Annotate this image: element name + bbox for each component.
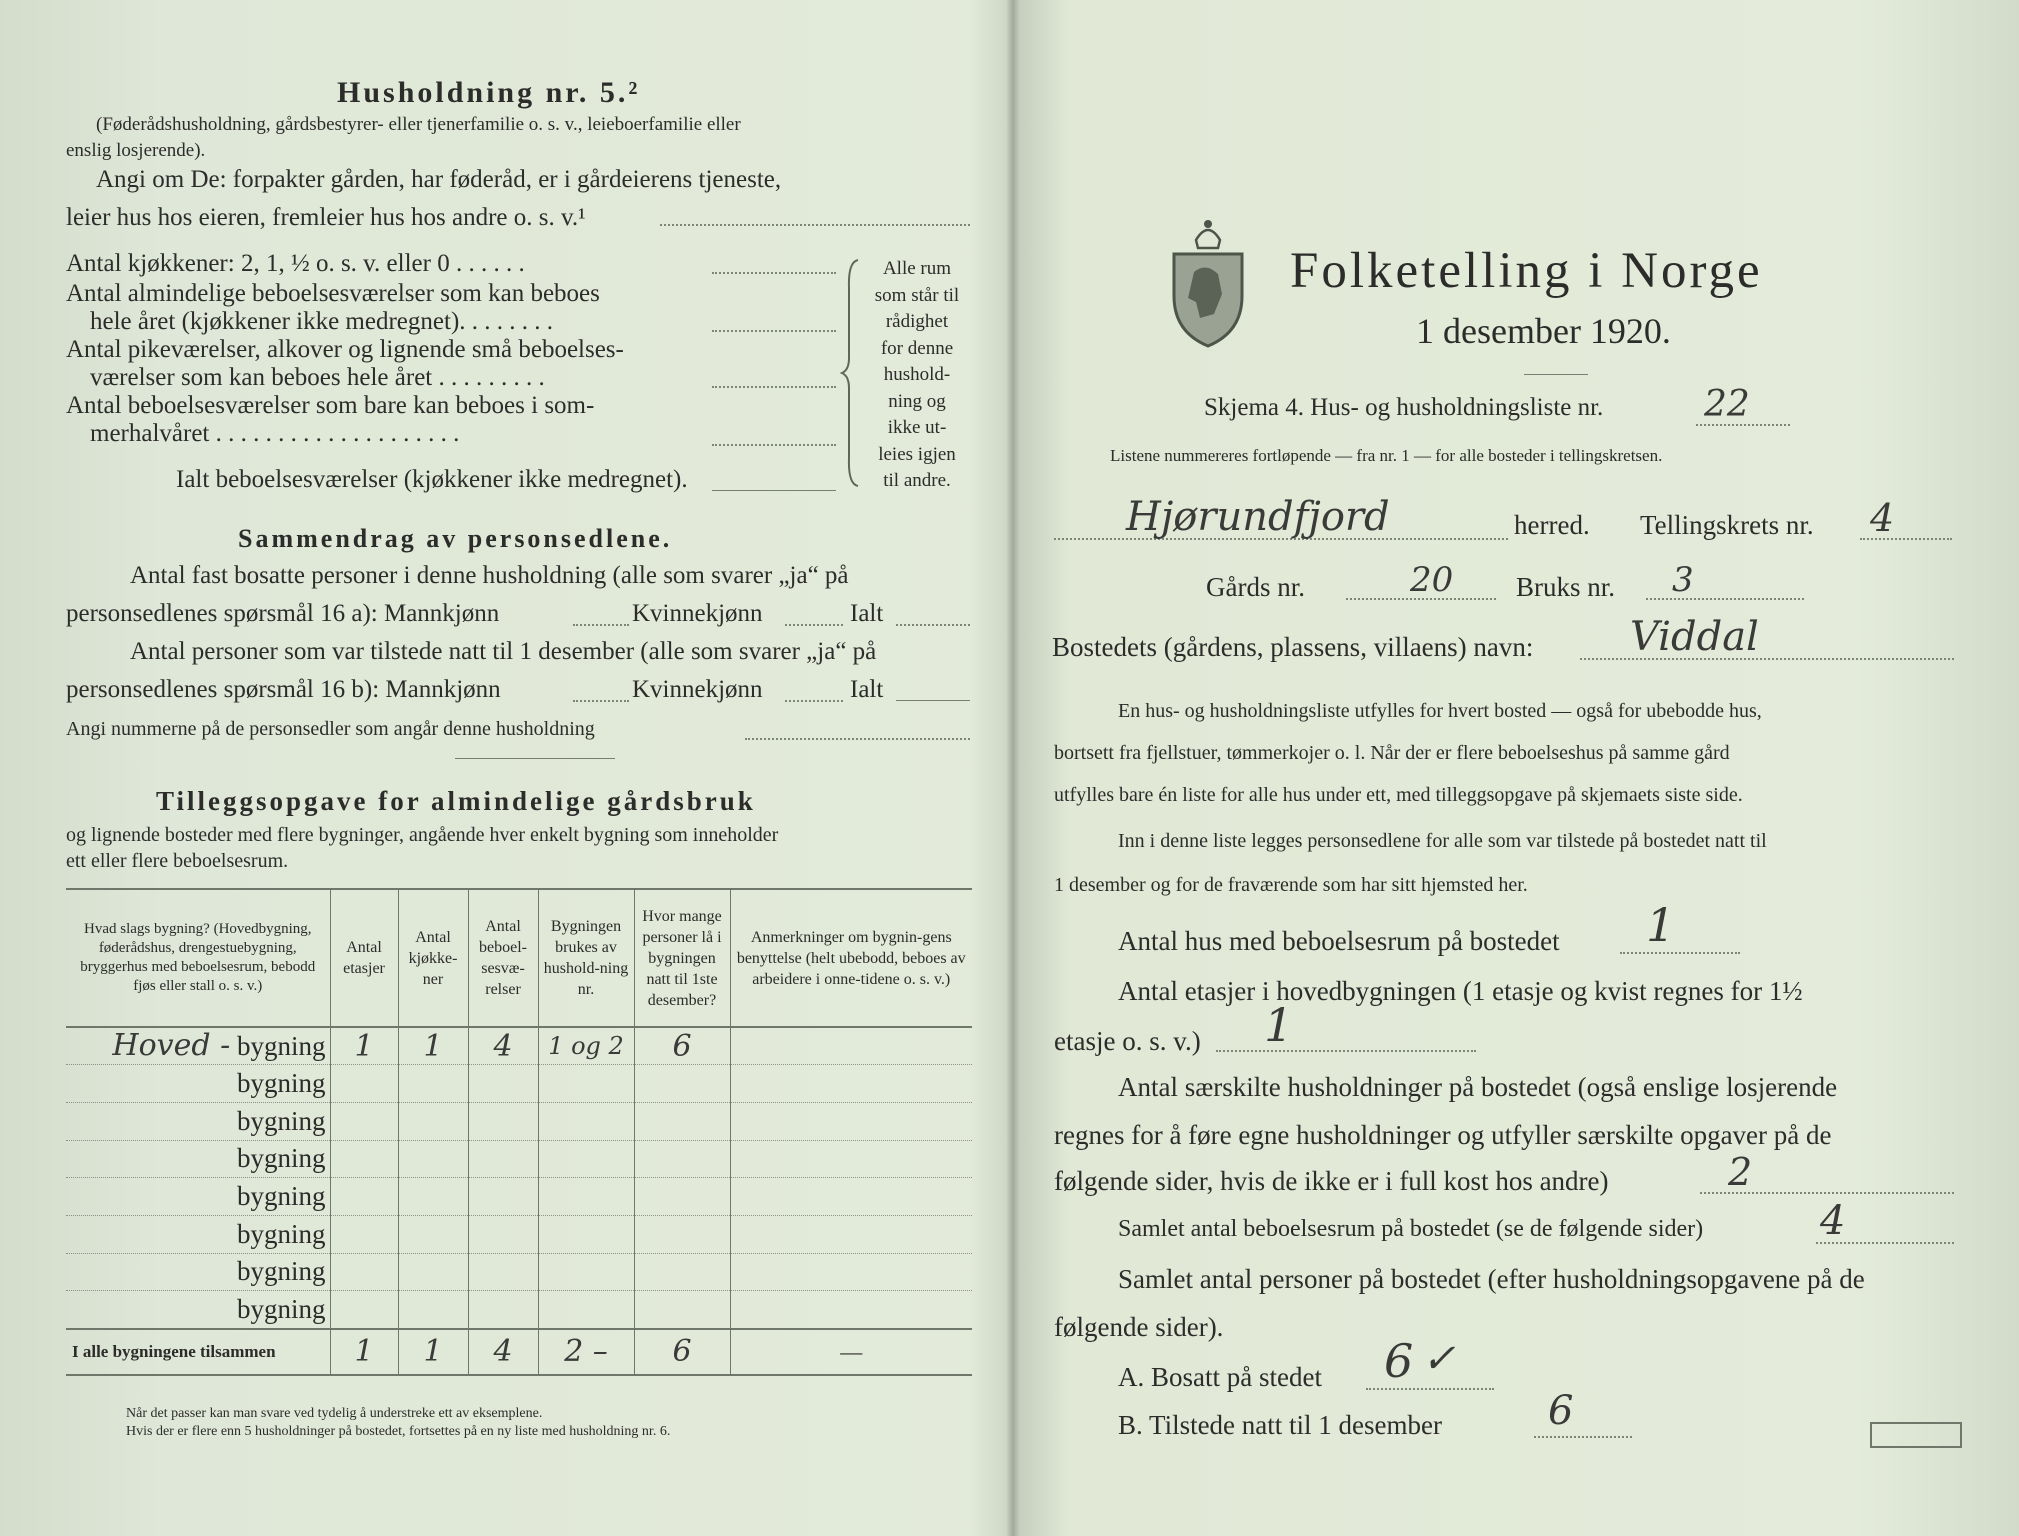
anm-cell xyxy=(730,1291,972,1329)
total-anm: — xyxy=(840,1339,863,1364)
rooms-summer-2: merhalvåret . . . . . . . . . . . . . . . . . . . . xyxy=(90,420,460,447)
building-table-header xyxy=(66,889,972,1027)
skjema-nr: 22 xyxy=(1704,384,1750,425)
tillegg-heading: Tilleggsopgave for almindelige gårdsbruk xyxy=(156,786,756,816)
p2-kvinne-line xyxy=(785,700,843,702)
personer-cell xyxy=(634,1140,730,1178)
tellingskrets-value: 4 xyxy=(1870,496,1895,540)
col-personer: Hvor mange personer lå i bygningen natt til 1ste desember? xyxy=(634,889,730,1027)
kjokkener-cell xyxy=(398,1215,468,1253)
etasjer-cell xyxy=(330,1140,398,1178)
brace-note-line: til andre. xyxy=(883,470,951,491)
etasjer-cell xyxy=(330,1102,398,1140)
a-line xyxy=(1366,1388,1494,1390)
col-building-type: Hvad slags bygning? (Hovedbygning, føderådshus, drengestuebygning, bryggerhus med beboelsesrum, bebodd fjøs eller stall o. s. v.) xyxy=(66,889,330,1027)
rooms-living-1: Antal almindelige beboelsesværelser som kan beboes xyxy=(66,280,600,307)
building-name: Hoved - xyxy=(112,1028,231,1064)
etasjer-cell xyxy=(330,1291,398,1329)
rooms-living-2: hele året (kjøkkener ikke medregnet). . . . . . . . xyxy=(90,308,554,335)
building-label: bygning xyxy=(236,1105,326,1136)
building-type-cell xyxy=(66,1178,330,1216)
q-hush-line-1: Antal særskilte husholdninger på bostedet (også enslige losjerende xyxy=(1118,1072,1838,1102)
building-label: bygning xyxy=(236,1181,326,1212)
summary-heading: Sammendrag av personsedlene. xyxy=(238,524,673,553)
angi-nummerne-line xyxy=(745,738,970,740)
bruks-line xyxy=(1646,598,1804,600)
building-type-cell xyxy=(66,1140,330,1178)
building-label: bygning xyxy=(236,1293,326,1324)
p2-ialt-label: Ialt xyxy=(850,676,884,703)
angi-answer-line xyxy=(660,224,970,226)
kjokkener-cell xyxy=(398,1291,468,1329)
gards-label: Gårds nr. xyxy=(1206,572,1305,602)
household-title: Husholdning nr. 5.² xyxy=(337,76,641,109)
bruks-value: 3 xyxy=(1672,560,1694,600)
q-hush-value: 2 xyxy=(1728,1150,1753,1194)
p1-kvinne-line xyxy=(785,624,843,626)
personer-cell xyxy=(634,1102,730,1140)
husholdning-cell xyxy=(538,1291,634,1329)
kjokkener-cell xyxy=(398,1253,468,1291)
col-kjokkener: Antal kjøkke-ner xyxy=(398,889,468,1027)
p1-kvinne-label: Kvinnekjønn xyxy=(632,600,763,627)
bruks-label: Bruks nr. xyxy=(1516,572,1616,602)
table-row xyxy=(66,1215,972,1253)
kjokkener-cell xyxy=(398,1065,468,1103)
info-1-line-2: bortsett fra fjellstuer, tømmerkojer o. l. Når der er flere beboelseshus på samme gård xyxy=(1054,742,1730,764)
col-anmerkninger: Anmerkninger om bygnin-gens benyttelse (helt ubebodd, beboes av arbeidere i onne-tidene o. s. v.) xyxy=(736,928,966,988)
personer-cell xyxy=(634,1065,730,1103)
info-1-line-1: En hus- og husholdningsliste utfylles for hvert bosted — også for ubebodde hus, xyxy=(1118,700,1762,722)
table-row xyxy=(66,1065,972,1103)
building-type-cell xyxy=(66,1102,330,1140)
footnote-2: Hvis der er flere enn 5 husholdninger på bostedet, fortsettes på en ny liste med husholdning nr. 6. xyxy=(126,1424,671,1439)
husholdning-cell: 1 og 2 xyxy=(538,1027,634,1065)
tillegg-intro-2: ett eller flere beboelsesrum. xyxy=(66,850,289,872)
q-hus-value: 1 xyxy=(1646,898,1676,952)
vaerelser-cell xyxy=(468,1065,538,1103)
brace-note-line: ning og xyxy=(888,390,946,412)
a-label: A. Bosatt på stedet xyxy=(1118,1362,1322,1392)
anm-cell xyxy=(730,1065,972,1103)
q-rum-label: Samlet antal beboelsesrum på bostedet (se de følgende sider) xyxy=(1118,1216,1704,1242)
kjokkener-cell: 1 xyxy=(398,1027,468,1065)
q-hus-label: Antal hus med beboelsesrum på bostedet xyxy=(1118,926,1560,956)
anm-cell xyxy=(730,1140,972,1178)
total-label: I alle bygningene tilsammen xyxy=(66,1329,330,1375)
building-type-cell xyxy=(66,1027,330,1065)
brace-note-line: rådighet xyxy=(885,311,949,332)
brace-note-line: Alle rum xyxy=(882,258,952,279)
p1-mann-line xyxy=(573,624,629,626)
rooms-total: Ialt beboelsesværelser (kjøkkener ikke medregnet). xyxy=(176,466,688,493)
personer-cell xyxy=(634,1291,730,1329)
bosted-value: Viddal xyxy=(1630,614,1759,660)
building-type-cell xyxy=(66,1291,330,1329)
building-label: bygning xyxy=(236,1143,326,1174)
husholdning-cell xyxy=(538,1215,634,1253)
b-line xyxy=(1534,1436,1632,1438)
rooms-kitchens: Antal kjøkkener: 2, 1, ½ o. s. v. eller 0 . . . . . . xyxy=(66,250,525,277)
vaerelser-cell xyxy=(468,1215,538,1253)
total-vaerelser: 4 xyxy=(468,1329,538,1375)
rooms-small-1: Antal pikeværelser, alkover og lignende små beboelses- xyxy=(66,336,624,363)
etasjer-cell xyxy=(330,1215,398,1253)
col-etasjer: Antal etasjer xyxy=(330,889,398,1027)
col-husholdning: Bygningen brukes av hushold-ning nr. xyxy=(538,889,634,1027)
q-etasjer-line-1: Antal etasjer i hovedbygningen (1 etasje og kvist regnes for 1½ xyxy=(1118,976,1803,1006)
vaerelser-cell: 4 xyxy=(468,1027,538,1065)
personer-cell xyxy=(634,1253,730,1291)
rooms-small-2: værelser som kan beboes hele året . . . . . . . . . xyxy=(90,364,545,391)
vaerelser-cell xyxy=(468,1291,538,1329)
p1-ialt-line xyxy=(896,624,970,626)
anm-cell xyxy=(730,1215,972,1253)
brace-note-line: leies igjen xyxy=(878,443,956,465)
anm-cell xyxy=(730,1102,972,1140)
building-type-cell xyxy=(66,1065,330,1103)
building-label: bygning xyxy=(236,1218,326,1249)
vaerelser-cell xyxy=(468,1102,538,1140)
angi-nummerne: Angi nummerne på de personsedler som angår denne husholdning xyxy=(66,718,595,740)
title-divider xyxy=(1524,374,1588,375)
col-vaerelser: Antal beboel-sesvæ-relser xyxy=(468,889,538,1027)
q-pers-line-2: følgende sider). xyxy=(1054,1312,1224,1342)
rooms-total-line xyxy=(712,490,836,491)
kitchens-line xyxy=(712,272,836,274)
q-etasjer-value: 1 xyxy=(1264,998,1294,1052)
anm-cell xyxy=(730,1178,972,1216)
census-title: Folketelling i Norge xyxy=(1290,243,1763,299)
q-hush-line-2: regnes for å føre egne husholdninger og utfyller særskilte opgaver på de xyxy=(1054,1120,1832,1150)
skjema-label: Skjema 4. Hus- og husholdningsliste nr. xyxy=(1204,394,1604,421)
table-row xyxy=(66,1027,972,1065)
anm-cell xyxy=(730,1253,972,1291)
household-intro-2: enslig losjerende). xyxy=(66,140,206,161)
household-intro-1: (Føderådshusholdning, gårdsbestyrer- eller tjenerfamilie o. s. v., leieboerfamilie eller xyxy=(96,114,741,135)
etasjer-cell: 1 xyxy=(330,1027,398,1065)
summary-p1-line2: personsedlenes spørsmål 16 a): Mannkjønn xyxy=(66,600,500,627)
census-date: 1 desember 1920. xyxy=(1416,311,1671,351)
section-divider xyxy=(455,758,615,759)
personer-cell xyxy=(634,1178,730,1216)
brace-note-line: som står til xyxy=(874,284,960,306)
personer-cell xyxy=(634,1215,730,1253)
table-total-row xyxy=(66,1329,972,1375)
a-value: 6 xyxy=(1384,1334,1414,1388)
small-rooms-line xyxy=(712,386,836,388)
vaerelser-cell xyxy=(468,1253,538,1291)
etasjer-cell xyxy=(330,1065,398,1103)
q-hus-line xyxy=(1620,952,1740,954)
info-1-line-3: utfylles bare én liste for alle hus under ett, med tilleggsopgave på skjemaets siste side. xyxy=(1054,784,1743,806)
q-hush-line-3: følgende sider, hvis de ikke er i full kost hos andre) xyxy=(1054,1166,1609,1196)
husholdning-cell xyxy=(538,1102,634,1140)
etasjer-cell xyxy=(330,1178,398,1216)
b-label: B. Tilstede natt til 1 desember xyxy=(1118,1410,1442,1440)
table-row xyxy=(66,1253,972,1291)
kjokkener-cell xyxy=(398,1178,468,1216)
tellingskrets-label: Tellingskrets nr. xyxy=(1640,510,1814,540)
summary-p2-line2: personsedlenes spørsmål 16 b): Mannkjønn xyxy=(66,676,501,703)
angi-line-2: leier hus hos eieren, fremleier hus hos andre o. s. v.¹ xyxy=(66,204,586,231)
brace-note-line: hushold- xyxy=(883,364,951,385)
total-husholdning: 2 – xyxy=(538,1329,634,1375)
footnote-1: Når det passer kan man svare ved tydelig å understreke ett av eksemplene. xyxy=(126,1406,543,1421)
anm-cell xyxy=(730,1027,972,1065)
table-row xyxy=(66,1140,972,1178)
b-value: 6 xyxy=(1548,1388,1574,1434)
angi-line-1: Angi om De: forpakter gården, har føderåd, er i gårdeierens tjeneste, xyxy=(96,166,782,193)
table-row xyxy=(66,1291,972,1329)
total-personer: 6 xyxy=(634,1329,730,1375)
brace-note xyxy=(864,256,970,495)
check-mark-icon: ✓ xyxy=(1422,1336,1456,1382)
building-label: bygning xyxy=(236,1256,326,1287)
building-type-cell xyxy=(66,1253,330,1291)
husholdning-cell xyxy=(538,1140,634,1178)
q-rum-value: 4 xyxy=(1820,1198,1846,1244)
vaerelser-cell xyxy=(468,1178,538,1216)
vaerelser-cell xyxy=(468,1140,538,1178)
etasjer-cell xyxy=(330,1253,398,1291)
herred-value: Hjørundfjord xyxy=(1126,494,1390,540)
summary-p1-line1: Antal fast bosatte personer i denne husholdning (alle som svarer „ja“ på xyxy=(130,562,849,589)
p2-ialt-line xyxy=(896,700,970,701)
building-label: bygning xyxy=(236,1031,326,1062)
brace-icon xyxy=(840,258,862,488)
kjokkener-cell xyxy=(398,1140,468,1178)
tillegg-intro-1: og lignende bosteder med flere bygninger, angående hver enkelt bygning som inneholder xyxy=(66,824,779,846)
printer-stamp-icon xyxy=(1870,1422,1962,1448)
husholdning-cell xyxy=(538,1065,634,1103)
total-etasjer: 1 xyxy=(330,1329,398,1375)
building-table xyxy=(66,888,972,1376)
gards-value: 20 xyxy=(1410,560,1454,600)
p2-mann-line xyxy=(573,700,629,702)
herred-label: herred. xyxy=(1514,510,1590,540)
summary-p2-line1: Antal personer som var tilstede natt til 1 desember (alle som svarer „ja“ på xyxy=(130,638,877,665)
husholdning-cell xyxy=(538,1178,634,1216)
q-etasjer-line-2: etasje o. s. v.) xyxy=(1054,1026,1201,1056)
q-etasjer-line xyxy=(1216,1050,1476,1052)
building-type-cell xyxy=(66,1215,330,1253)
brace-note-line: ikke ut- xyxy=(887,417,947,438)
coat-of-arms-icon xyxy=(1166,214,1250,350)
listene-note: Listene nummereres fortløpende — fra nr. 1 — for alle bosteder i tellingskretsen. xyxy=(1110,446,1663,465)
info-2-line-1: Inn i denne liste legges personsedlene for alle som var tilstede på bostedet natt til xyxy=(1118,830,1767,852)
table-row xyxy=(66,1102,972,1140)
building-label: bygning xyxy=(236,1068,326,1099)
info-2-line-2: 1 desember og for de fraværende som har sitt hjemsted her. xyxy=(1054,874,1528,896)
p1-ialt-label: Ialt xyxy=(850,600,884,627)
rooms-summer-1: Antal beboelsesværelser som bare kan beboes i som- xyxy=(66,392,595,419)
living-line xyxy=(712,330,836,332)
kjokkener-cell xyxy=(398,1102,468,1140)
bosted-label: Bostedets (gårdens, plassens, villaens) navn: xyxy=(1052,632,1534,662)
summer-rooms-line xyxy=(712,444,836,446)
q-pers-line-1: Samlet antal personer på bostedet (efter husholdningsopgavene på de xyxy=(1118,1264,1865,1294)
page-fold xyxy=(1006,0,1020,1536)
brace-note-line: for denne xyxy=(880,337,954,359)
p2-kvinne-label: Kvinnekjønn xyxy=(632,676,763,703)
husholdning-cell xyxy=(538,1253,634,1291)
personer-cell: 6 xyxy=(634,1027,730,1065)
table-row xyxy=(66,1178,972,1216)
total-kjokkener: 1 xyxy=(398,1329,468,1375)
